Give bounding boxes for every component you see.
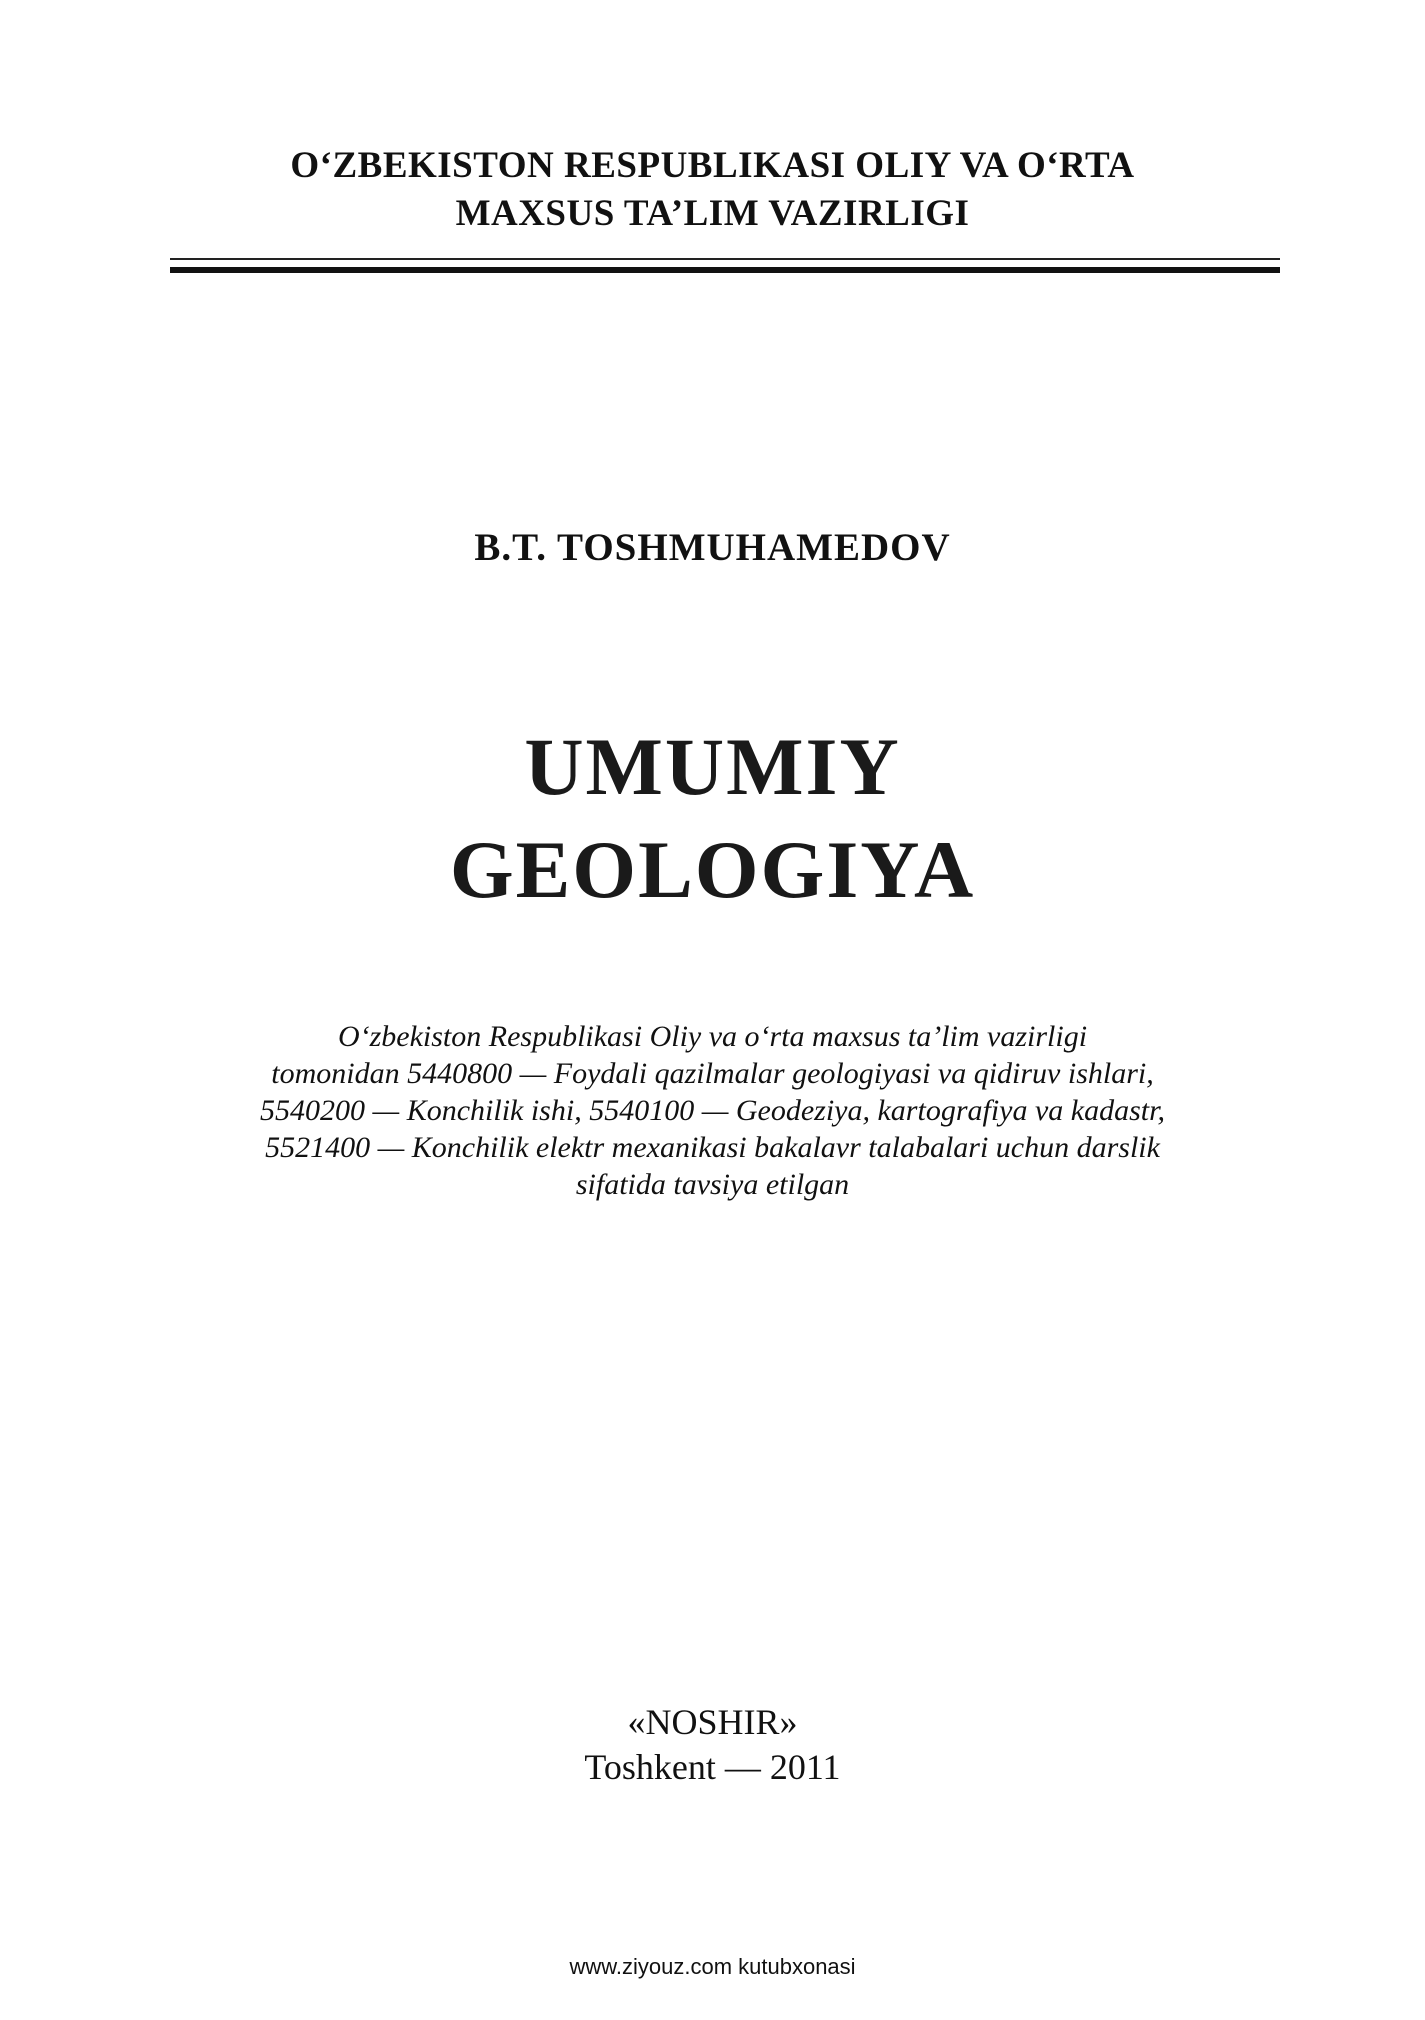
- publisher-block: [0, 1700, 1425, 1790]
- title-line-2: GEOLOGIYA: [449, 824, 976, 915]
- approval-line-1: O‘zbekiston Respublikasi Oliy va o‘rta maxsus ta’lim vazirligi: [337, 1020, 1088, 1053]
- ministry-line-1: O‘ZBEKISTON RESPUBLIKASI OLIY VA O‘RTA: [290, 145, 1135, 186]
- approval-line-5: sifatida tavsiya etilgan: [575, 1168, 850, 1201]
- ministry-line-2: MAXSUS TA’LIM VAZIRLIGI: [455, 193, 970, 234]
- footer-watermark: www.ziyouz.com kutubxonasi: [569, 1954, 856, 1979]
- ministry-header: [0, 142, 1425, 238]
- publisher-place-year: Toshkent — 2011: [584, 1747, 841, 1787]
- approval-line-3: 5540200 — Konchilik ishi, 5540100 — Geodeziya, kartografiya va kadastr,: [260, 1094, 1165, 1127]
- author-name: B.T. TOSHMUHAMEDOV: [474, 526, 951, 569]
- approval-line-2: tomonidan 5440800 — Foydali qazilmalar geologiyasi va qidiruv ishlari,: [271, 1057, 1154, 1090]
- book-title: [0, 715, 1425, 921]
- header-rule-thick: [170, 267, 1280, 273]
- approval-line-4: 5521400 — Konchilik elektr mexanikasi bakalavr talabalari uchun darslik: [265, 1131, 1160, 1164]
- title-line-1: UMUMIY: [524, 721, 901, 812]
- publisher-name: «NOSHIR»: [627, 1702, 798, 1742]
- header-rule-thin: [170, 258, 1280, 260]
- approval-note: [200, 1018, 1225, 1203]
